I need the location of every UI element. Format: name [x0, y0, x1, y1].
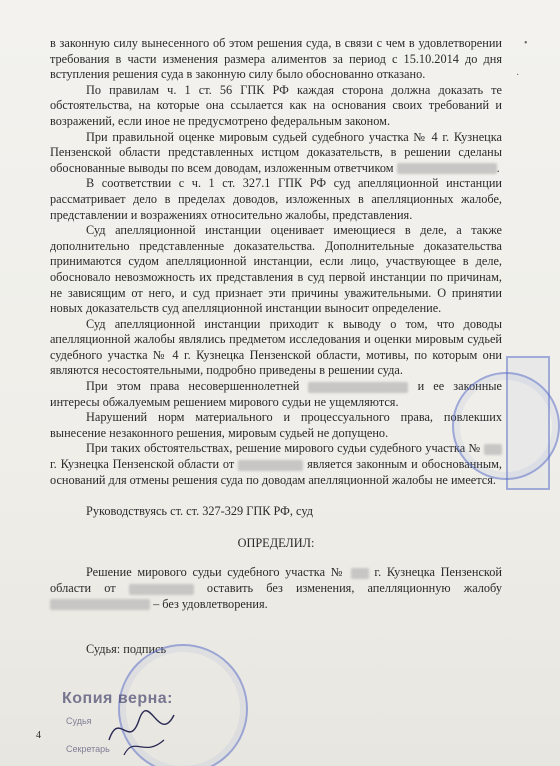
- margin-mark: ·: [516, 70, 520, 81]
- ruling-paragraph: Решение мирового судьи судебного участка № г. Кузнецка Пензенской области от оставить без изменения, апелляционную жалобу – без удовлетворения.: [50, 565, 503, 611]
- handwritten-signature: [104, 700, 184, 760]
- stamp-secretary-label: Секретарь: [66, 744, 110, 754]
- redacted-text: [308, 382, 408, 393]
- redacted-text: [50, 599, 150, 610]
- stamp-judge-label: Судья: [66, 716, 92, 726]
- court-seal: [452, 372, 560, 480]
- paragraph: При правильной оценке мировым судьей судебного участка № 4 г. Кузнецка Пензенской области представленных истцом доказательств, в решении сделаны обоснованные выводы по всем доводам, изложенным ответчиком .: [50, 129, 502, 175]
- paragraph: Суд апелляционной инстанции оценивает имеющиеся в деле, а также дополнительно представленные доказательства. Дополнительные доказательства принимаются судом апелляционной инстанции, если лицо, участвующее в деле, обосновало невозможность их представления в суд первой инстанции по причинам, не зависящим от него, и суд признает эти причины уважительными. О принятии новых доказательств суд апелляционной инстанции выносит определение.: [50, 223, 502, 316]
- paragraph: При этом права несовершеннолетней и ее законные интересы обжалуемым решением мирового судьи не ущемляются.: [50, 379, 503, 409]
- paragraph: Суд апелляционной инстанции приходит к выводу о том, что доводы апелляционной жалобы являлись предметом исследования и оценки мировым судьей судебного участка № 4 г. Кузнецка Пензенской области, мотивы, по которым они являются несостоятельными, подробно приведены в решении суда.: [50, 316, 502, 378]
- guided-line: Руководствуясь ст. ст. 327-329 ГПК РФ, суд: [86, 504, 313, 519]
- paragraph: По правилам ч. 1 ст. 56 ГПК РФ каждая сторона должна доказать те обстоятельства, на которые она ссылается как на основания своих требований и возражений, если иное не предусмотрено федеральным законом.: [50, 82, 502, 128]
- redacted-text: [397, 163, 497, 174]
- page-number: 4: [36, 730, 41, 741]
- paragraph: В соответствии с ч. 1 ст. 327.1 ГПК РФ суд апелляционной инстанции рассматривает дело в пределах доводов, изложенных в апелляционных жалобе, представлении и возражениях относительно жалобы, представления.: [50, 176, 502, 222]
- document-body: [50, 36, 502, 658]
- paragraph: в законную силу вынесенного об этом решения суда, в связи с чем в удовлетворении требования в части изменения размера алиментов за период с 15.10.2014 до дня вступления решения суда в законную силу было обоснованно отказано.: [50, 36, 502, 82]
- redacted-text: [129, 584, 194, 595]
- copy-stamp: Копия верна:: [62, 690, 174, 707]
- judge-signature-line: Судья: подпись: [86, 642, 167, 657]
- paragraph: При таких обстоятельствах, решение мирового судьи судебного участка № г. Кузнецка Пензенской области от является законным и обоснованным, оснований для отмены решения суда по доводам апелляционной жалобы не имеется.: [50, 441, 502, 487]
- margin-mark: •: [524, 38, 528, 49]
- ruling-heading: ОПРЕДЕЛИЛ:: [237, 535, 315, 550]
- redacted-text: [351, 568, 369, 579]
- paragraph: Нарушений норм материального и процессуального права, повлекших вынесение незаконного решения, мировым судьей не допущено.: [50, 410, 502, 440]
- redacted-text: [238, 460, 303, 471]
